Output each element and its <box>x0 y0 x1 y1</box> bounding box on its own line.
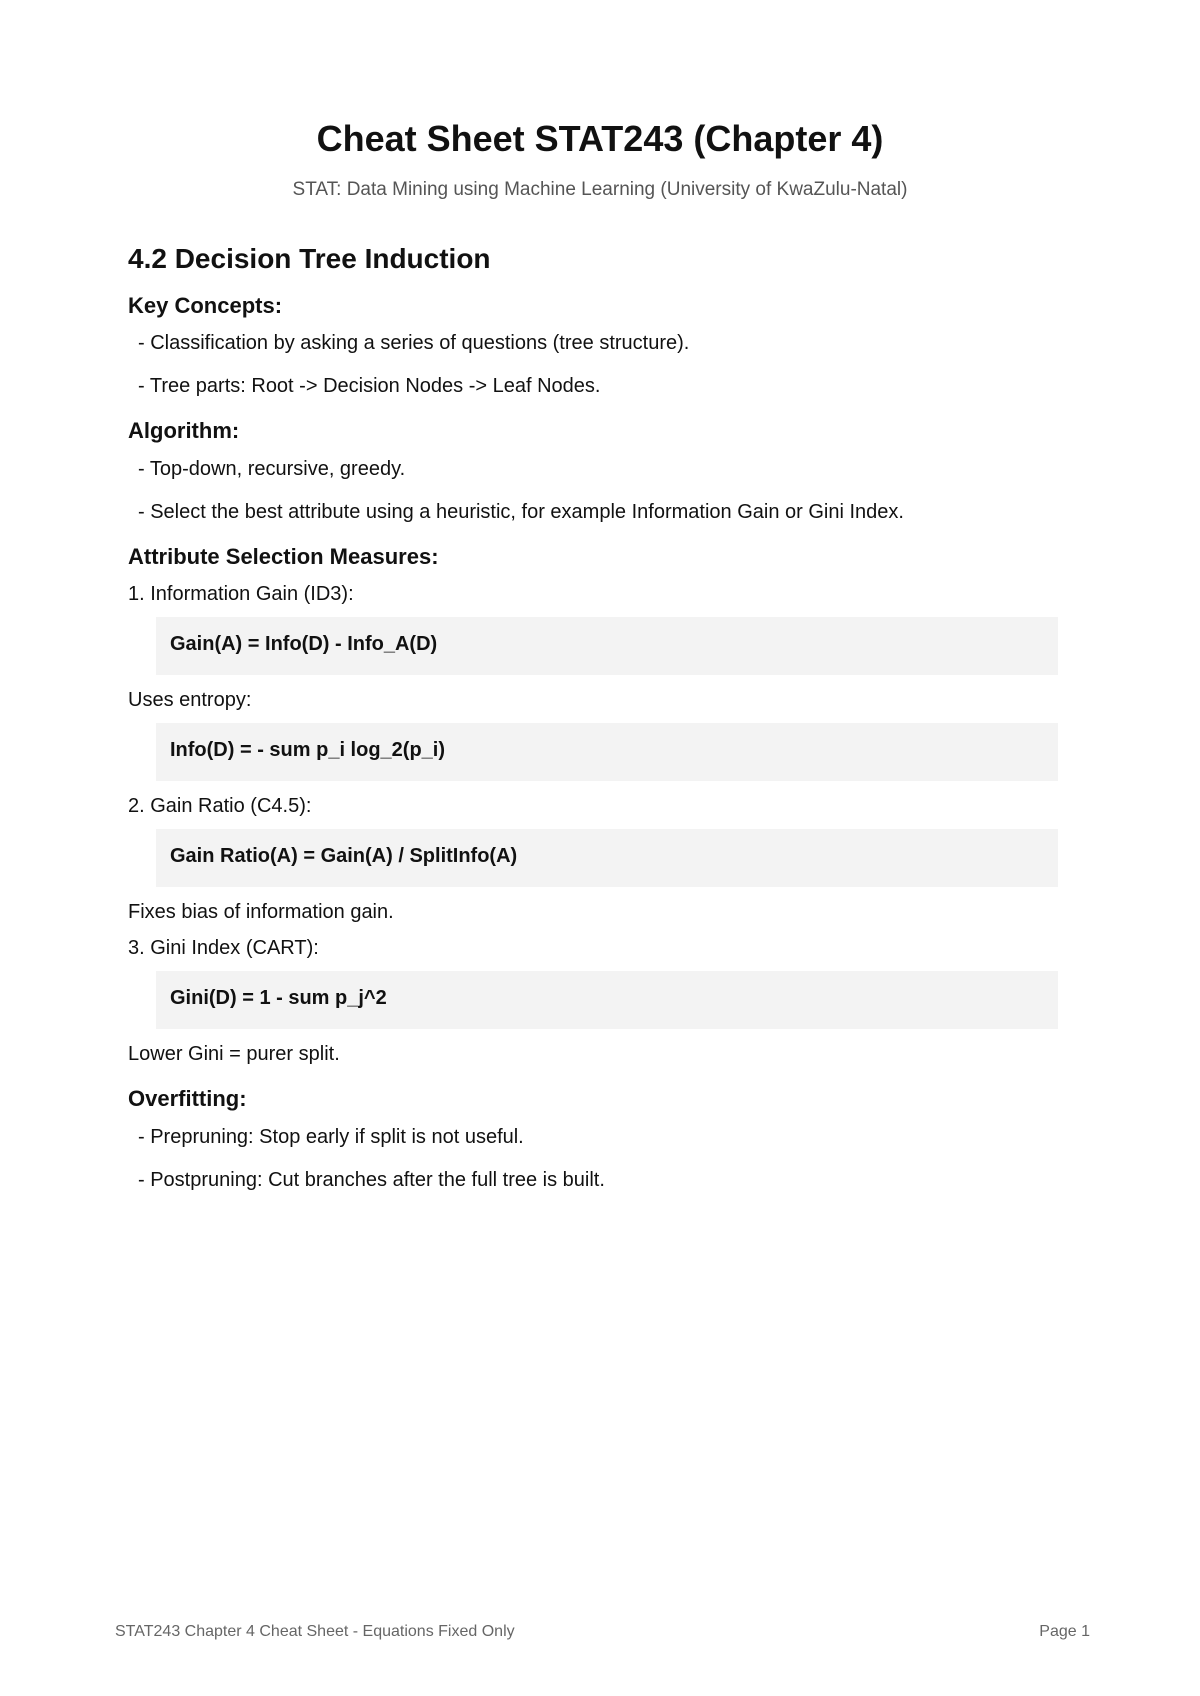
measures-heading: Attribute Selection Measures: <box>128 543 439 569</box>
gini-formula: Gini(D) = 1 - sum p_j^2 <box>156 971 1058 1029</box>
entropy-formula: Info(D) = - sum p_i log_2(p_i) <box>156 723 1058 781</box>
key-concept-item: - Classification by asking a series of questions (tree structure). <box>138 332 690 355</box>
gini-label: 3. Gini Index (CART): <box>128 937 319 960</box>
footer-page-number: Page 1 <box>1039 1623 1090 1640</box>
algorithm-heading: Algorithm: <box>128 418 240 444</box>
overfitting-heading: Overfitting: <box>128 1086 247 1112</box>
info-gain-formula: Gain(A) = Info(D) - Info_A(D) <box>156 617 1058 675</box>
overfitting-item: - Postpruning: Cut branches after the full tree is built. <box>138 1168 605 1191</box>
gini-note: Lower Gini = purer split. <box>128 1043 340 1066</box>
overfitting-block <box>128 1085 1058 1193</box>
entropy-label: Uses entropy: <box>128 689 252 712</box>
algorithm-item: - Top-down, recursive, greedy. <box>138 457 406 480</box>
measures-block <box>128 543 1058 1068</box>
document-subtitle: STAT: Data Mining using Machine Learning (University of KwaZulu-Natal) <box>292 179 908 200</box>
key-concepts-heading: Key Concepts: <box>128 292 283 318</box>
main-content <box>128 242 1058 1211</box>
algorithm-block <box>128 417 1058 525</box>
gain-ratio-formula: Gain Ratio(A) = Gain(A) / SplitInfo(A) <box>156 829 1058 887</box>
section-heading: 4.2 Decision Tree Induction <box>128 243 491 274</box>
gain-ratio-note: Fixes bias of information gain. <box>128 901 394 924</box>
key-concepts-block <box>128 292 1058 400</box>
document-title: Cheat Sheet STAT243 (Chapter 4) <box>316 118 884 159</box>
algorithm-item: - Select the best attribute using a heuristic, for example Information Gain or Gini Index. <box>138 500 904 523</box>
gain-ratio-label: 2. Gain Ratio (C4.5): <box>128 795 312 818</box>
info-gain-label: 1. Information Gain (ID3): <box>128 583 354 606</box>
overfitting-item: - Prepruning: Stop early if split is not useful. <box>138 1125 524 1148</box>
key-concept-item: - Tree parts: Root -> Decision Nodes -> Leaf Nodes. <box>138 375 601 398</box>
footer-document-label: STAT243 Chapter 4 Cheat Sheet - Equations Fixed Only <box>115 1623 515 1640</box>
